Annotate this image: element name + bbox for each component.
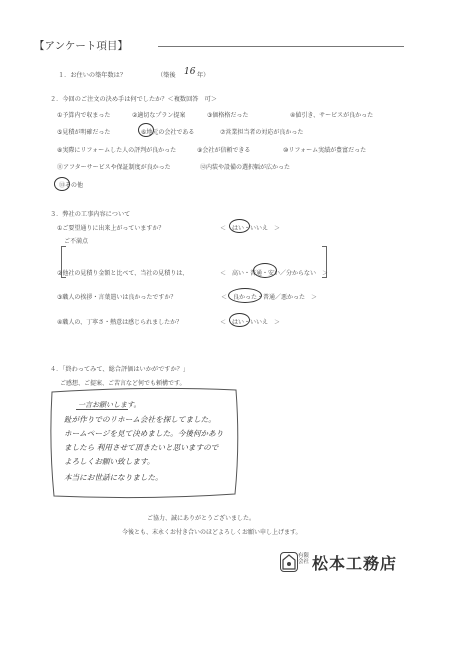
title-rule xyxy=(158,46,404,47)
q2-option-1: ①予算内で収まった xyxy=(57,112,111,119)
q3-sub2-options: ＜ 高い・普通・安い／分からない ＞ xyxy=(220,270,329,277)
q3-sub3-circle xyxy=(228,288,262,303)
q2-option-13: ⑬その他 xyxy=(59,182,84,189)
closing-line-1: ご協力、誠にありがとうございました。 xyxy=(147,515,256,522)
q3-sub1-note: ご不満点 xyxy=(64,238,89,245)
q2-option-4: ④値引き、サービスが良かった xyxy=(290,112,374,119)
page-title: 【アンケート項目】 xyxy=(34,40,128,52)
q2-option-11: ⑪アフターサービスや保証制度が良かった xyxy=(57,164,171,171)
q2-option-7: ⑦営業担当者の対応が良かった xyxy=(220,129,304,136)
q4-text: ４．「終わってみて、総合評価はいかがですか？」 xyxy=(50,366,190,373)
q2-option-5: ⑤見積が明確だった xyxy=(57,129,111,136)
comment-line-3: ましたら 利用させて頂きたいと思いますので xyxy=(64,443,219,452)
q2-option-8: ⑧実際にリフォームした人の評判が良かった xyxy=(57,147,177,154)
q2-option-9: ⑨会社が信頼できる xyxy=(197,147,251,154)
comment-line-4: よろしくお願い致します。 xyxy=(64,457,155,466)
logo-wordmark: 松本工務店 xyxy=(312,554,398,573)
comment-heading: 一言お願いします。 xyxy=(78,401,141,409)
closing-line-2: 今後とも、末永くお付き合いのほどよろしくお願い申し上げます。 xyxy=(122,529,302,536)
q1-text: １．お住いの築年数は？ xyxy=(58,72,127,79)
q1-paren-close: 年） xyxy=(197,72,210,79)
q3-sub4: ④職人の、丁寧さ・熱意は感じられましたか？ xyxy=(57,319,183,326)
q2-option-2: ②適切なプラン提案 xyxy=(132,112,186,119)
q3-sub2-circle xyxy=(253,263,277,278)
q3-sub4-circle xyxy=(229,313,250,327)
q1-paren-open: （築後 xyxy=(157,72,176,79)
q3-sub3: ③職人の挨拶・言葉遣いは良かったですか？ xyxy=(57,294,177,301)
q2-option-6: ⑥地元の会社である xyxy=(141,129,195,136)
q1-answer: 16 xyxy=(184,67,196,77)
q2-option-12: ⑫内装や設備の選択幅が広かった xyxy=(200,164,291,171)
q3-sub3-options: ＜ 良かった・普通／悪かった ＞ xyxy=(221,294,318,301)
q3-sub1: ①ご要望通りに出来上がっていますか？ xyxy=(57,225,165,232)
q3-sub1-circle xyxy=(229,219,250,233)
comment-line-1: 趾が作りでのリホーム会社を探してました。 xyxy=(64,415,216,424)
q2-option-6-circle xyxy=(138,123,154,137)
comment-line-5: 本当にお世話になりました。 xyxy=(64,473,163,482)
q3-sub4-options: ＜ はい・いいえ ＞ xyxy=(220,319,281,326)
q3-sub1-options: ＜ はい・いいえ ＞ xyxy=(220,225,281,232)
q2-option-10: ⑩リフォーム実績が豊富だった xyxy=(283,147,367,154)
q2-option-13-circle xyxy=(54,177,70,191)
logo-mark-icon xyxy=(280,552,298,572)
comment-heading-underline xyxy=(76,409,128,410)
q2-option-3: ③価格格だった xyxy=(207,112,249,119)
comment-line-2: ホームページを見て決めました。今後何かあり xyxy=(64,429,224,438)
q4-sub: ご感想、ご提案、ご苦言など何でも頼構です。 xyxy=(60,380,186,387)
logo-prefix: 有限会社 xyxy=(298,553,310,565)
q2-text: ２．今回のご注文の決め手は何でしたか？＜複数回答 可＞ xyxy=(50,96,218,103)
q3-text: ３．弊社の工事内容について xyxy=(50,211,131,218)
q3-sub2: ②他社の見積り金額と比べて、当社の見積りは、 xyxy=(57,270,189,277)
